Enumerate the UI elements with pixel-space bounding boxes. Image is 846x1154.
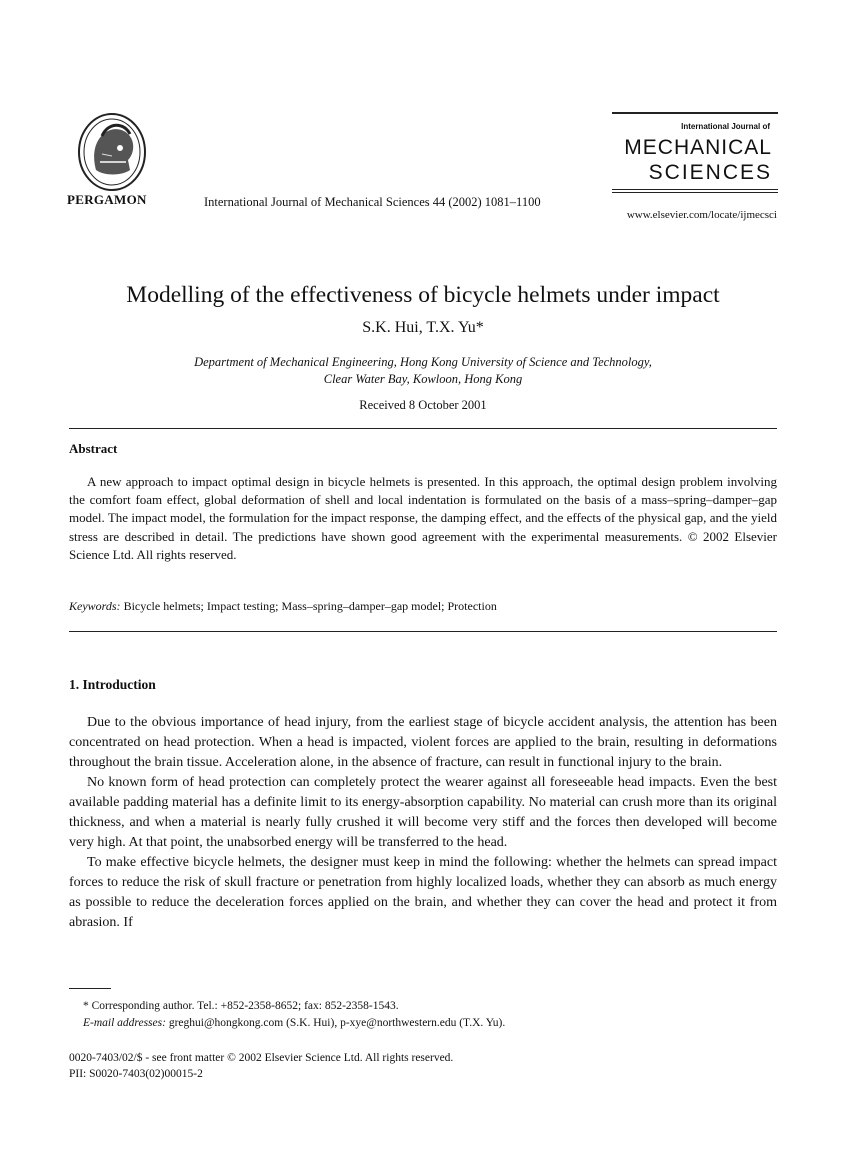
affiliation (0, 354, 846, 388)
journal-logo-line1: International Journal of (681, 122, 770, 131)
publisher-name: PERGAMON (67, 192, 147, 207)
keywords-list: Bicycle helmets; Impact testing; Mass–spring–damper–gap model; Protection (123, 599, 497, 613)
divider-bottom (69, 631, 777, 632)
paragraph: Due to the obvious importance of head injury, from the earliest stage of bicycle accident analysis, the attention has been concentrated on head protection. When a head is impacted, violent forces are applied to the brain, resulting in deformations throughout the brain tissue. Acceleration alone, in the absence of fracture, can result in functional injury to the brain. (69, 715, 777, 770)
email-addresses[interactable]: greghui@hongkong.com (S.K. Hui), p-xye@northwestern.edu (T.X. Yu). (168, 1016, 506, 1029)
pergamon-logo (72, 112, 152, 194)
received-date: Received 8 October 2001 (359, 398, 487, 412)
affiliation-line1: Department of Mechanical Engineering, Hong Kong University of Science and Technology, (194, 355, 652, 369)
paragraph: No known form of head protection can completely protect the wearer against all foreseeable head impacts. Even the best available padding material has a definite limit to its energy-absorption capability. No material can crush more than its original thickness, and when a material is nearly fully crushed it will become very stiff and the forces then developed will become very high. At that point, the unabsorbed energy will be transferred to the head. (69, 775, 777, 850)
email-note (69, 1015, 505, 1032)
abstract-heading: Abstract (69, 441, 118, 456)
divider-top (69, 428, 777, 429)
journal-logo-line2: MECHANICAL (624, 136, 772, 159)
copyright (69, 1050, 453, 1082)
keywords-label: Keywords: (69, 599, 121, 613)
journal-citation: International Journal of Mechanical Sciences 44 (2002) 1081–1100 (204, 195, 541, 209)
affiliation-line2: Clear Water Bay, Kowloon, Hong Kong (323, 372, 523, 386)
abstract-text: A new approach to impact optimal design in bicycle helmets is presented. In this approach, the optimal design problem involving the comfort foam effect, global deformation of shell and local indentation is formulated on the basis of a mass–spring–damper–gap model. The impact model, the formulation for the impact response, the damping effect, and the effects of the physical gap, and the yield stress are described in detail. The predictions have shown good agreement with the experimental measurements. © 2002 Elsevier Science Ltd. All rights reserved. (69, 474, 777, 562)
journal-url[interactable]: www.elsevier.com/locate/ijmecsci (626, 209, 777, 221)
journal-logo (612, 112, 778, 193)
logo-double-rule (612, 189, 778, 193)
footnote-rule (69, 988, 111, 989)
footnotes (69, 998, 505, 1031)
introduction-body (69, 713, 777, 933)
article-authors: S.K. Hui, T.X. Yu* (362, 319, 484, 336)
article-title: Modelling of the effectiveness of bicycle helmets under impact (126, 282, 720, 308)
keywords (69, 599, 497, 614)
abstract-body (69, 473, 777, 564)
journal-logo-line3: SCIENCES (648, 161, 772, 184)
copyright-line1: 0020-7403/02/$ - see front matter © 2002 Elsevier Science Ltd. All rights reserved. (69, 1052, 454, 1064)
logo-top-rule (612, 112, 778, 114)
section-heading: 1. Introduction (69, 677, 156, 692)
corresponding-author-note: * Corresponding author. Tel.: +852-2358-8652; fax: 852-2358-1543. (83, 1000, 399, 1012)
copyright-line2: PII: S0020-7403(02)00015-2 (69, 1068, 203, 1080)
email-label: E-mail addresses: (83, 1016, 166, 1029)
paragraph: To make effective bicycle helmets, the designer must keep in mind the following: whether the helmets can spread impact forces to reduce the risk of skull fracture or penetration from highly localized loads, whether they can absorb as much energy as possible to reduce the deceleration forces applied on the brain, and whether they can cover the head and protect it from abrasion. If (69, 855, 777, 930)
